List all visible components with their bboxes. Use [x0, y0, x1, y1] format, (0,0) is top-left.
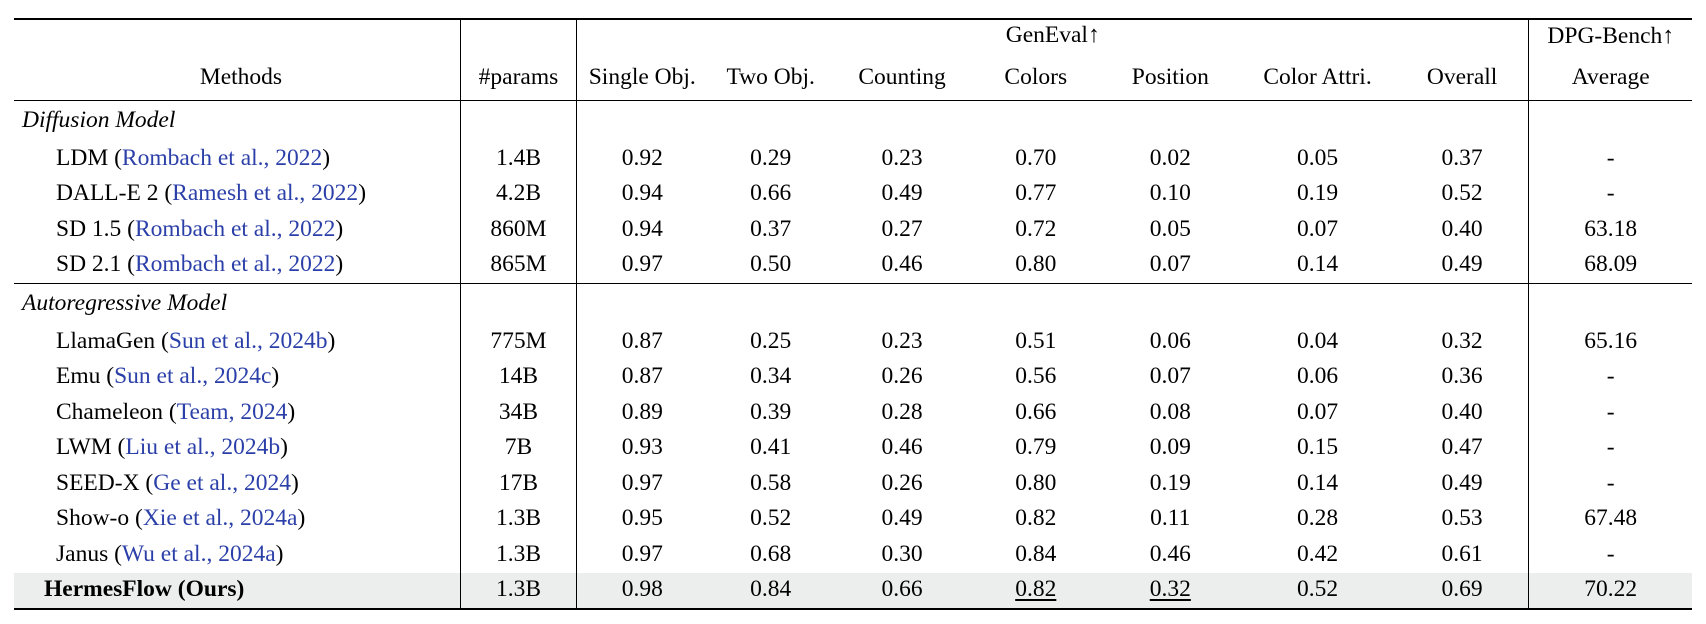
- table-row: [14, 431, 1692, 467]
- value-colors: 0.82: [970, 573, 1101, 610]
- value-position: 0.08: [1149, 398, 1191, 425]
- value-dpg-average: -: [1529, 395, 1692, 431]
- value-counting: 0.30: [881, 540, 923, 567]
- value-colors: 0.79: [1015, 434, 1057, 461]
- table-row: [14, 141, 1692, 177]
- params-value: 4.2B: [460, 177, 576, 213]
- value-color-attri: 0.19: [1296, 180, 1339, 207]
- value-color-attri: 0.06: [1296, 363, 1339, 390]
- value-position: 0.05: [1149, 215, 1191, 242]
- value-counting: 0.49: [881, 180, 923, 207]
- method-name-paren: ): [322, 144, 331, 171]
- value-counting: 0.23: [881, 144, 923, 171]
- value-dpg-average: 68.09: [1529, 248, 1692, 284]
- value-two-obj: 0.50: [750, 251, 792, 278]
- value-colors: 0.51: [1015, 327, 1057, 354]
- method-name: [14, 431, 460, 467]
- value-position: 0.19: [1149, 469, 1191, 496]
- value-overall: 0.53: [1441, 505, 1483, 532]
- header-methods: Methods: [199, 64, 283, 91]
- value-overall: 0.32: [1441, 327, 1483, 354]
- citation-link[interactable]: Rombach et al., 2022: [135, 215, 336, 242]
- value-single-obj: 0.92: [577, 141, 708, 177]
- value-dpg-average: 70.22: [1529, 573, 1692, 610]
- value-dpg-average: -: [1529, 141, 1692, 177]
- header-counting: Counting: [858, 64, 946, 91]
- citation-link[interactable]: Ge et al., 2024: [153, 469, 291, 496]
- value-two-obj: 0.68: [750, 540, 792, 567]
- params-value: 1.3B: [460, 502, 576, 538]
- method-name: [14, 502, 460, 538]
- value-colors: 0.80: [1015, 469, 1057, 496]
- citation-link[interactable]: Xie et al., 2024a: [142, 505, 298, 532]
- value-overall: 0.40: [1441, 215, 1483, 242]
- citation-link[interactable]: Sun et al., 2024b: [168, 327, 328, 354]
- value-position: 0.06: [1149, 327, 1191, 354]
- method-name: [14, 248, 460, 284]
- header-color-attri: Color Attri.: [1263, 64, 1372, 91]
- value-counting: 0.26: [881, 469, 923, 496]
- value-two-obj: 0.66: [750, 180, 792, 207]
- method-name: [14, 466, 460, 502]
- header-dpg-average: Average: [1529, 54, 1692, 101]
- citation-link[interactable]: Wu et al., 2024a: [121, 540, 276, 567]
- value-counting: 0.49: [881, 505, 923, 532]
- method-name: [14, 177, 460, 213]
- group-spacer-geneval: [577, 101, 1529, 142]
- group-spacer-params: [460, 284, 576, 325]
- group-header-row: [14, 101, 1692, 142]
- value-color-attri: 0.52: [1239, 573, 1395, 610]
- method-name-text: SD 1.5 (: [56, 215, 135, 242]
- header-colors: Colors: [1004, 64, 1068, 91]
- value-color-attri: 0.42: [1296, 540, 1339, 567]
- bottom-rule-cell: [14, 609, 460, 618]
- value-two-obj: 0.37: [750, 215, 792, 242]
- value-single-obj: 0.94: [577, 212, 708, 248]
- group-spacer-dpg: [1529, 101, 1692, 142]
- value-overall: 0.61: [1441, 540, 1483, 567]
- group-spacer-dpg: [1529, 284, 1692, 325]
- table-row: [14, 248, 1692, 284]
- value-counting: 0.26: [881, 363, 923, 390]
- bottom-rule-cell: [1239, 609, 1395, 618]
- value-single-obj: 0.98: [577, 573, 708, 610]
- bottom-rule-cell: [970, 609, 1101, 618]
- params-value: 17B: [460, 466, 576, 502]
- value-single-obj: 0.87: [577, 360, 708, 396]
- params-value: 1.3B: [460, 537, 576, 573]
- value-single-obj: 0.95: [577, 502, 708, 538]
- table-row: [14, 360, 1692, 396]
- group-spacer-params: [460, 101, 576, 142]
- method-name-paren: ): [327, 327, 336, 354]
- value-position: 0.11: [1150, 505, 1191, 532]
- value-dpg-average: -: [1529, 466, 1692, 502]
- header-dpg-label: DPG-Bench↑: [1547, 23, 1675, 50]
- group-spacer-geneval: [577, 284, 1529, 325]
- header-group-row: [14, 19, 1692, 54]
- method-name: [14, 360, 460, 396]
- table-row: [14, 502, 1692, 538]
- group-label: Autoregressive Model: [14, 284, 460, 325]
- value-color-attri: 0.05: [1296, 144, 1339, 171]
- method-name-text: Emu (: [56, 363, 115, 390]
- header-geneval-label: GenEval↑: [1005, 22, 1100, 49]
- value-color-attri: 0.14: [1296, 469, 1339, 496]
- bottom-rule-cell: [834, 609, 970, 618]
- method-name: [14, 573, 460, 610]
- header-single-obj: Single Obj.: [577, 54, 708, 101]
- method-name-text: Janus (: [56, 540, 122, 567]
- table-row: [14, 573, 1692, 610]
- value-dpg-average: 63.18: [1529, 212, 1692, 248]
- value-overall: 0.52: [1441, 180, 1483, 207]
- value-overall: 0.49: [1441, 469, 1483, 496]
- table-row: [14, 537, 1692, 573]
- header-position: Position: [1131, 64, 1209, 91]
- method-name: [14, 212, 460, 248]
- citation-link[interactable]: Sun et al., 2024c: [114, 363, 272, 390]
- results-table: [14, 18, 1692, 618]
- value-position: 0.02: [1149, 144, 1191, 171]
- header-params: #params: [460, 54, 576, 101]
- method-name-paren: ): [275, 540, 284, 567]
- method-name: [14, 141, 460, 177]
- header-columns-row: [14, 54, 1692, 101]
- value-colors: 0.80: [1015, 251, 1057, 278]
- value-colors: 0.84: [1015, 540, 1057, 567]
- value-colors: 0.70: [1015, 144, 1057, 171]
- value-color-attri: 0.15: [1296, 434, 1339, 461]
- bottom-rule-cell: [1529, 609, 1692, 618]
- method-name-paren: ): [287, 398, 296, 425]
- table-row: [14, 212, 1692, 248]
- value-two-obj: 0.34: [750, 363, 792, 390]
- value-two-obj: 0.41: [750, 434, 792, 461]
- bottom-rule-cell: [707, 609, 833, 618]
- value-counting: 0.66: [834, 573, 970, 610]
- value-position: 0.07: [1149, 251, 1191, 278]
- value-dpg-average: -: [1529, 177, 1692, 213]
- value-counting: 0.46: [881, 251, 923, 278]
- value-single-obj: 0.93: [577, 431, 708, 467]
- value-dpg-average: -: [1529, 360, 1692, 396]
- value-position: 0.07: [1149, 363, 1191, 390]
- value-single-obj: 0.89: [577, 395, 708, 431]
- group-header-row: [14, 284, 1692, 325]
- table-row: [14, 395, 1692, 431]
- method-name-text: SEED-X (: [56, 469, 154, 496]
- method-name-paren: ): [297, 505, 306, 532]
- bottom-rule-cell: [1101, 609, 1239, 618]
- group-label: Diffusion Model: [14, 101, 460, 142]
- header-two-obj: Two Obj.: [726, 64, 815, 91]
- value-single-obj: 0.97: [577, 537, 708, 573]
- value-overall: 0.47: [1441, 434, 1483, 461]
- method-name: [14, 324, 460, 360]
- value-counting: 0.23: [881, 327, 923, 354]
- value-two-obj: 0.25: [750, 327, 792, 354]
- value-counting: 0.28: [881, 398, 923, 425]
- header-spacer-params: [460, 19, 576, 54]
- value-two-obj: 0.84: [707, 573, 833, 610]
- bottom-rule-cell: [577, 609, 708, 618]
- method-name-paren: ): [271, 363, 280, 390]
- params-value: 7B: [460, 431, 576, 467]
- value-colors: 0.77: [1015, 180, 1057, 207]
- method-name-text: DALL-E 2 (: [56, 180, 173, 207]
- method-name-paren: ): [280, 434, 288, 461]
- params-value: 1.3B: [460, 573, 576, 610]
- table-row: [14, 466, 1692, 502]
- value-position: 0.46: [1149, 540, 1191, 567]
- value-overall: 0.37: [1441, 144, 1483, 171]
- method-name-text: LDM (: [56, 144, 122, 171]
- value-colors: 0.56: [1015, 363, 1057, 390]
- bottom-rule-cell: [1396, 609, 1529, 618]
- citation-link[interactable]: Liu et al., 2024b: [125, 434, 281, 461]
- value-dpg-average: 67.48: [1529, 502, 1692, 538]
- method-name-text: Show-o (: [56, 505, 143, 532]
- value-colors: 0.82: [1015, 505, 1057, 532]
- method-name-paren: ): [335, 215, 344, 242]
- value-position: 0.09: [1149, 434, 1191, 461]
- value-single-obj: 0.97: [577, 248, 708, 284]
- value-counting: 0.27: [881, 215, 923, 242]
- params-value: 1.4B: [460, 141, 576, 177]
- method-name-text: LlamaGen (: [56, 327, 169, 354]
- header-geneval-group: [577, 19, 1529, 54]
- citation-link[interactable]: Team, 2024: [176, 398, 288, 425]
- method-name: [14, 537, 460, 573]
- method-name: [14, 395, 460, 431]
- value-colors: 0.66: [1015, 398, 1057, 425]
- table-row: [14, 324, 1692, 360]
- method-name-text: HermesFlow (Ours): [44, 576, 245, 603]
- value-single-obj: 0.97: [577, 466, 708, 502]
- params-value: 860M: [460, 212, 576, 248]
- value-two-obj: 0.29: [750, 144, 792, 171]
- value-overall: 0.69: [1396, 573, 1529, 610]
- value-dpg-average: 65.16: [1529, 324, 1692, 360]
- value-two-obj: 0.52: [750, 505, 792, 532]
- method-name-paren: ): [335, 251, 344, 278]
- method-name-paren: ): [290, 469, 299, 496]
- params-value: 775M: [460, 324, 576, 360]
- value-colors: 0.72: [1015, 215, 1057, 242]
- header-dpg-group: [1529, 19, 1692, 54]
- value-color-attri: 0.14: [1296, 251, 1339, 278]
- params-value: 865M: [460, 248, 576, 284]
- value-dpg-average: -: [1529, 431, 1692, 467]
- value-dpg-average: -: [1529, 537, 1692, 573]
- value-color-attri: 0.28: [1296, 505, 1339, 532]
- method-name-text: Chameleon (: [56, 398, 177, 425]
- value-overall: 0.49: [1441, 251, 1483, 278]
- value-single-obj: 0.94: [577, 177, 708, 213]
- value-position: 0.10: [1149, 180, 1191, 207]
- citation-link[interactable]: Rombach et al., 2022: [121, 144, 323, 171]
- method-name-text: LWM (: [56, 434, 126, 461]
- value-color-attri: 0.07: [1296, 215, 1339, 242]
- header-spacer-methods: [14, 19, 460, 54]
- value-color-attri: 0.04: [1296, 327, 1339, 354]
- value-color-attri: 0.07: [1296, 398, 1339, 425]
- params-value: 34B: [460, 395, 576, 431]
- value-overall: 0.36: [1441, 363, 1483, 390]
- method-name-paren: ): [358, 180, 367, 207]
- bottom-rule: [14, 609, 1692, 618]
- citation-link[interactable]: Ramesh et al., 2022: [172, 180, 359, 207]
- value-two-obj: 0.39: [750, 398, 792, 425]
- citation-link[interactable]: Rombach et al., 2022: [135, 251, 336, 278]
- table-row: [14, 177, 1692, 213]
- header-overall: Overall: [1426, 64, 1498, 91]
- method-name-text: SD 2.1 (: [56, 251, 135, 278]
- value-position: 0.32: [1101, 573, 1239, 610]
- value-overall: 0.40: [1441, 398, 1483, 425]
- value-single-obj: 0.87: [577, 324, 708, 360]
- value-two-obj: 0.58: [750, 469, 792, 496]
- bottom-rule-cell: [460, 609, 576, 618]
- value-counting: 0.46: [881, 434, 923, 461]
- params-value: 14B: [460, 360, 576, 396]
